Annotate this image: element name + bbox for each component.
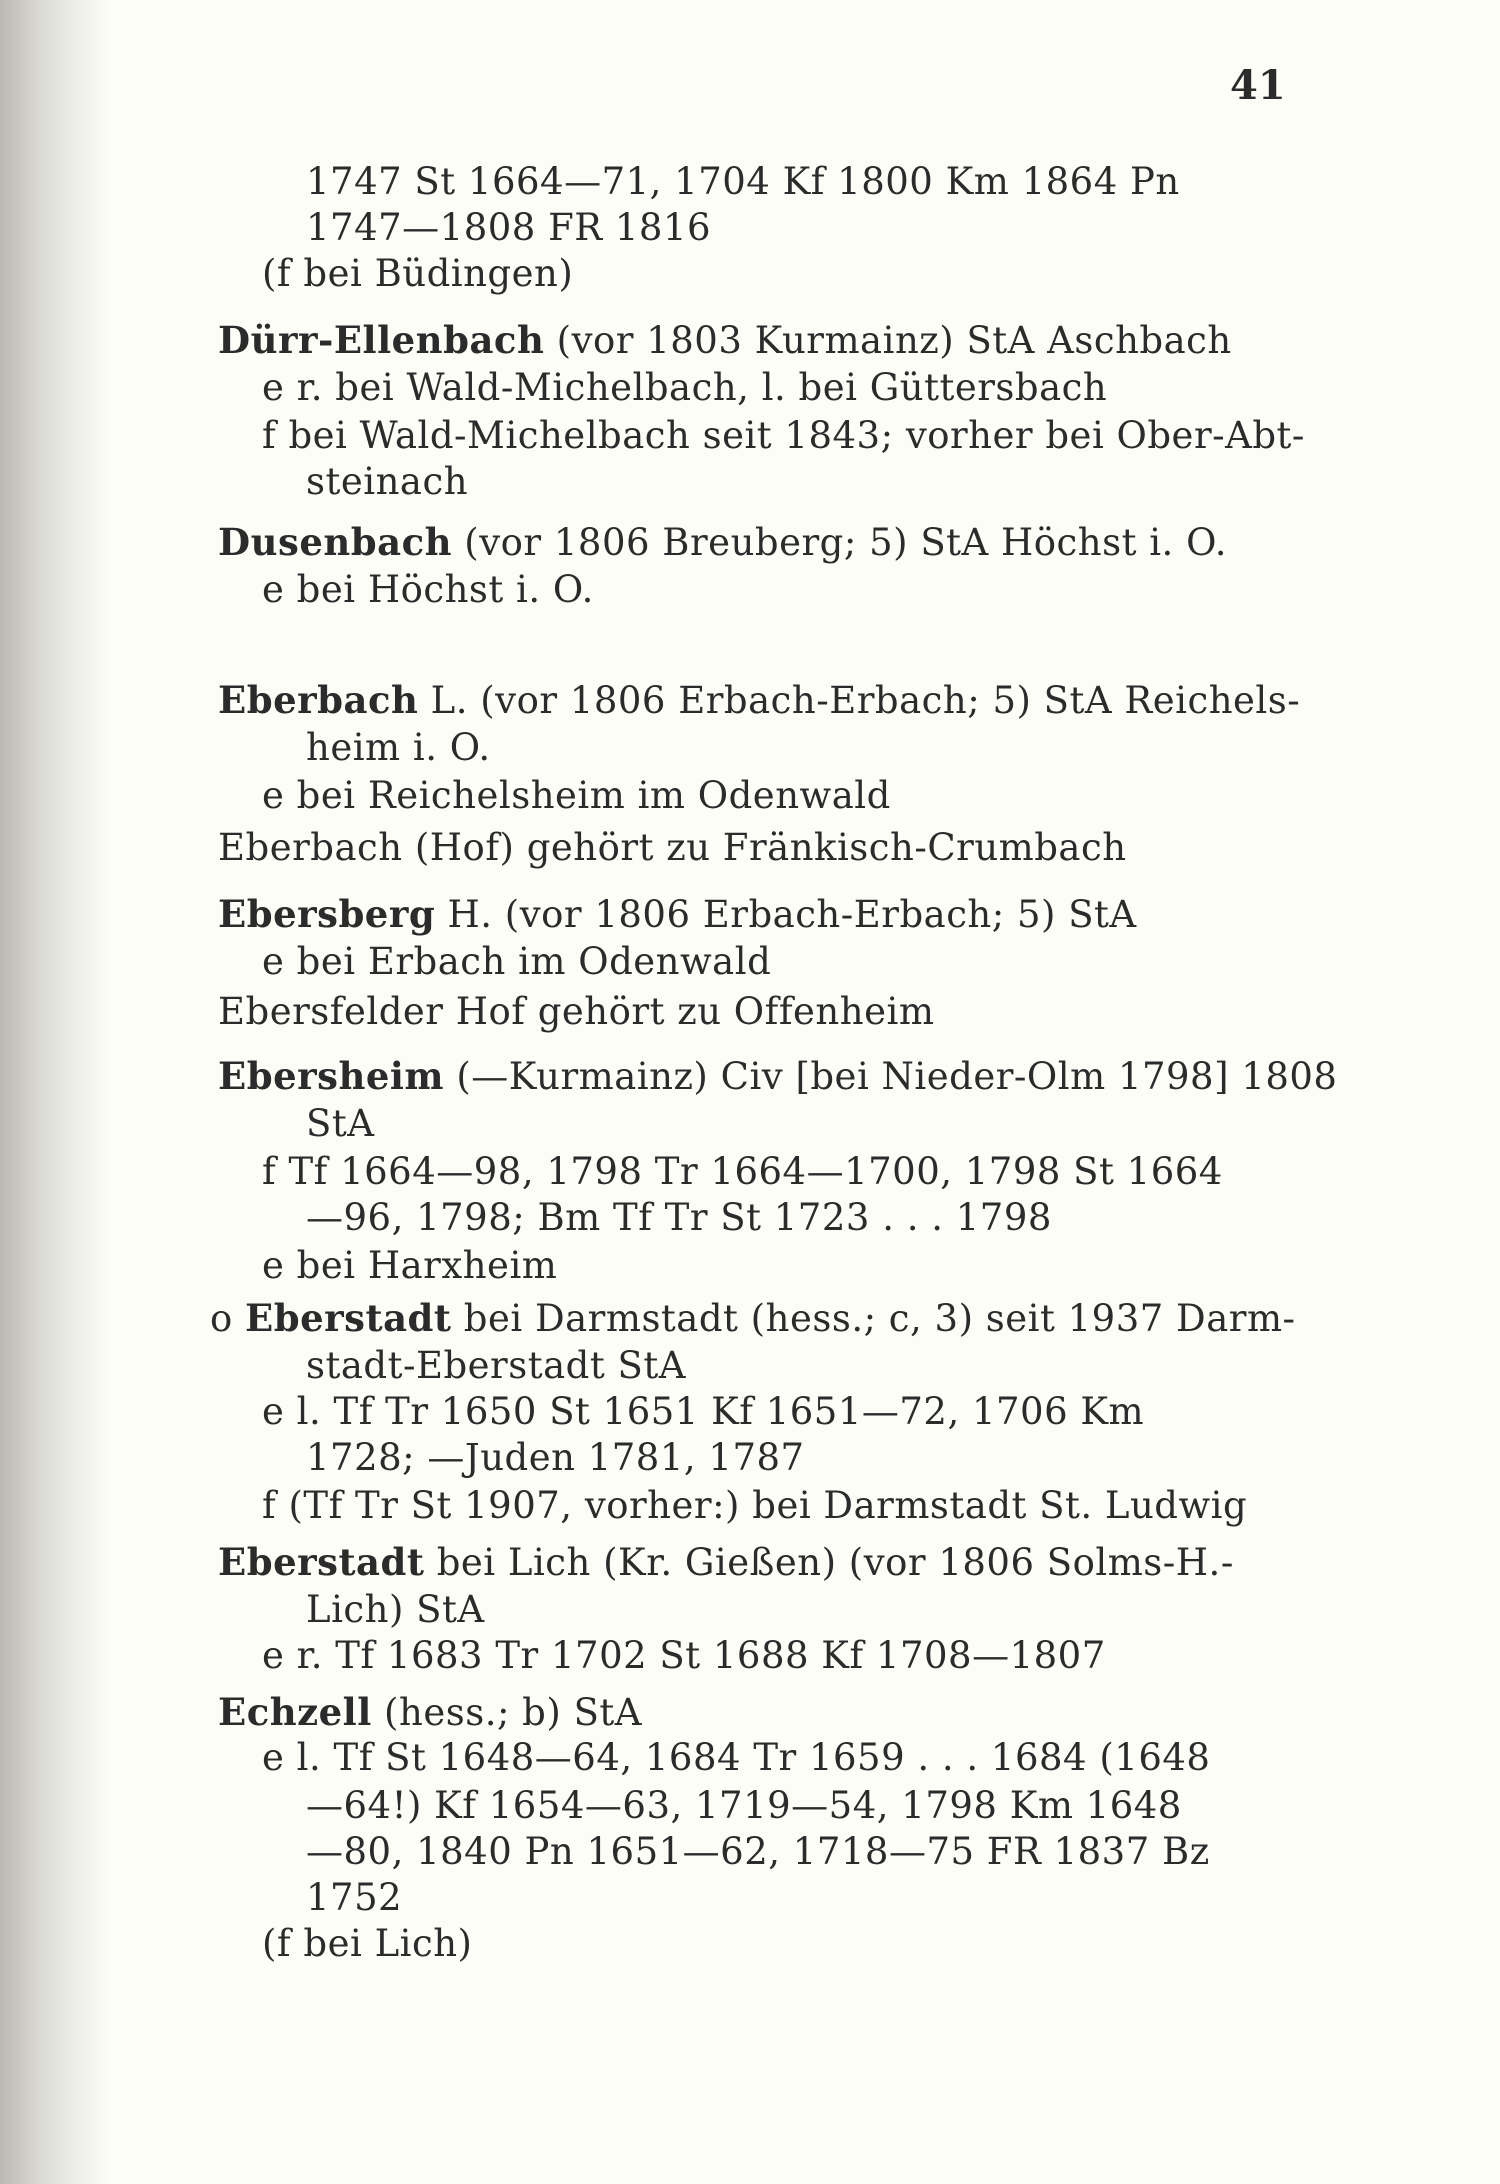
- entry-text: bei Darmstadt (hess.; c, 3) seit 1937 Darm-: [451, 1297, 1296, 1340]
- entry-prefix: o: [210, 1297, 233, 1340]
- entry-line: 1747—1808 FR 1816: [306, 206, 712, 249]
- entry-line: StA: [306, 1102, 375, 1145]
- entry-line: stadt-Eberstadt StA: [306, 1344, 686, 1387]
- entry-headword: Dusenbach: [218, 520, 453, 564]
- entry-headword: Dürr-Ellenbach: [218, 318, 545, 362]
- entry-line: e bei Erbach im Odenwald: [262, 940, 772, 983]
- entry-headword: Ebersheim: [218, 1054, 445, 1098]
- entry-text: L. (vor 1806 Erbach-Erbach; 5) StA Reichels-: [418, 679, 1301, 722]
- entry-first-line: [210, 1296, 1296, 1340]
- entry-line: e l. Tf St 1648—64, 1684 Tr 1659 . . . 1684 (1648: [262, 1736, 1211, 1779]
- entry-line: f bei Wald-Michelbach seit 1843; vorher bei Ober-Abt-: [262, 414, 1305, 457]
- entry-line: 1752: [306, 1876, 403, 1919]
- entry-first-line: [218, 678, 1300, 722]
- entry-line: e l. Tf Tr 1650 St 1651 Kf 1651—72, 1706 Km: [262, 1390, 1145, 1433]
- entry-first-line: [218, 1690, 642, 1734]
- entry-line: Eberbach (Hof) gehört zu Fränkisch-Crumbach: [218, 826, 1127, 869]
- entry-line: (f bei Büdingen): [262, 252, 574, 295]
- entry-text: H. (vor 1806 Erbach-Erbach; 5) StA: [435, 893, 1137, 936]
- entry-headword: Eberbach: [218, 678, 419, 722]
- entry-text: bei Lich (Kr. Gießen) (vor 1806 Solms-H.-: [424, 1541, 1234, 1584]
- entry-line: —64!) Kf 1654—63, 1719—54, 1798 Km 1648: [306, 1784, 1182, 1827]
- entry-line: e bei Harxheim: [262, 1244, 558, 1287]
- entry-line: Ebersfelder Hof gehört zu Offenheim: [218, 990, 935, 1033]
- entry-headword: Eberstadt: [245, 1296, 452, 1340]
- page-gutter-shadow: [0, 0, 110, 2184]
- entry-first-line: [218, 318, 1232, 362]
- entry-line: 1747 St 1664—71, 1704 Kf 1800 Km 1864 Pn: [306, 160, 1180, 203]
- entry-text: (—Kurmainz) Civ [bei Nieder-Olm 1798] 1808: [444, 1055, 1338, 1098]
- entry-text: (hess.; b) StA: [371, 1691, 643, 1734]
- entry-line: e r. Tf 1683 Tr 1702 St 1688 Kf 1708—1807: [262, 1634, 1106, 1677]
- entry-headword: Echzell: [218, 1690, 372, 1734]
- entry-text: (vor 1803 Kurmainz) StA Aschbach: [544, 319, 1232, 362]
- entry-line: e bei Höchst i. O.: [262, 568, 594, 611]
- entry-line: Lich) StA: [306, 1588, 485, 1631]
- entry-line: —96, 1798; Bm Tf Tr St 1723 . . . 1798: [306, 1196, 1052, 1239]
- page-number: 41: [1230, 62, 1286, 109]
- entry-first-line: [218, 520, 1227, 564]
- entry-line: (f bei Lich): [262, 1922, 473, 1965]
- entry-first-line: [218, 892, 1137, 936]
- entry-line: 1728; —Juden 1781, 1787: [306, 1436, 805, 1479]
- entry-first-line: [218, 1054, 1337, 1098]
- entry-text: (vor 1806 Breuberg; 5) StA Höchst i. O.: [452, 521, 1228, 564]
- entry-line: f (Tf Tr St 1907, vorher:) bei Darmstadt St. Ludwig: [262, 1484, 1248, 1527]
- entry-headword: Eberstadt: [218, 1540, 425, 1584]
- entry-line: f Tf 1664—98, 1798 Tr 1664—1700, 1798 St 1664: [262, 1150, 1223, 1193]
- entry-headword: Ebersberg: [218, 892, 436, 936]
- entry-line: e bei Reichelsheim im Odenwald: [262, 774, 891, 817]
- entry-line: steinach: [306, 460, 469, 503]
- entry-line: e r. bei Wald-Michelbach, l. bei Güttersbach: [262, 366, 1108, 409]
- entry-line: —80, 1840 Pn 1651—62, 1718—75 FR 1837 Bz: [306, 1830, 1210, 1873]
- entry-first-line: [218, 1540, 1234, 1584]
- entry-line: heim i. O.: [306, 726, 491, 769]
